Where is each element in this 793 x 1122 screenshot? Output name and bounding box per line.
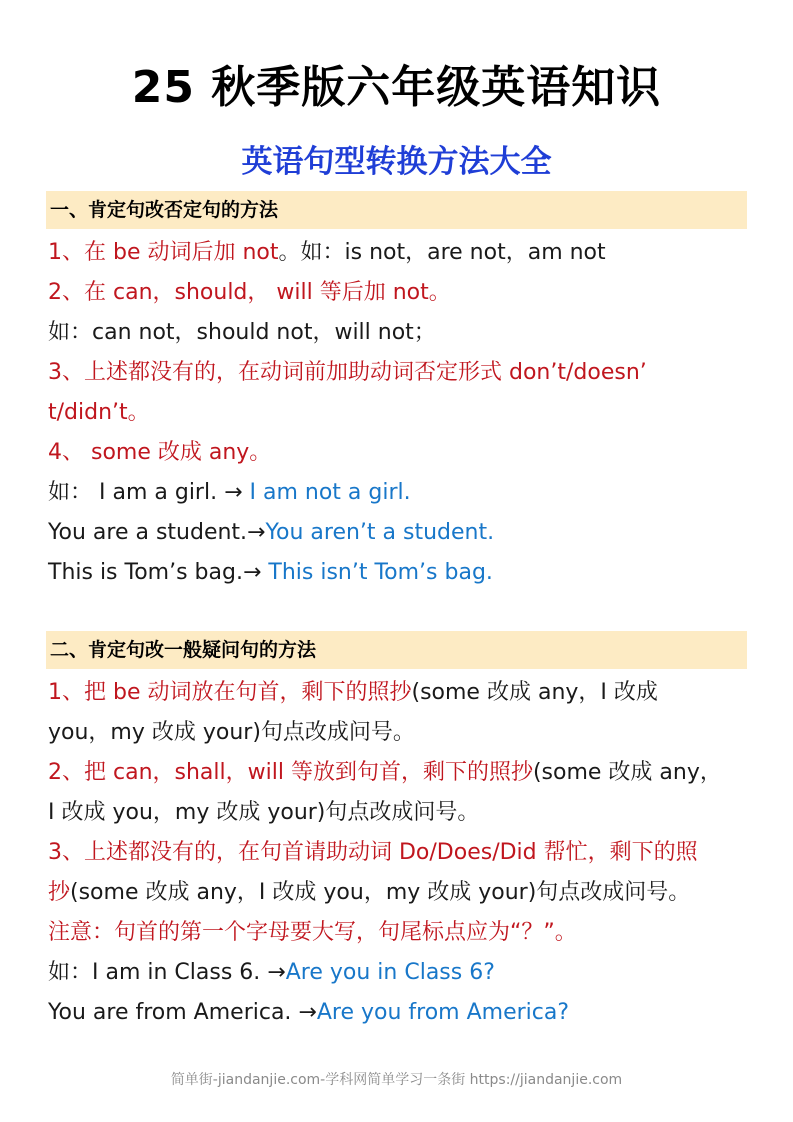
example-answer: Are you from America? <box>316 1000 570 1025</box>
rule-line <box>48 673 748 713</box>
example-source: 如： I am a girl. → <box>48 480 250 505</box>
example-line <box>48 953 748 993</box>
example-source: 如：I am in Class 6. → <box>48 960 286 985</box>
example-line <box>48 553 748 593</box>
example-line: 如：can not，should not，will not； <box>48 320 436 345</box>
rule-line: 3、上述都没有的，在动词前加助动词否定形式 don’t/doesn’ <box>48 360 647 385</box>
example-answer: This isn’t Tom’s bag. <box>268 560 493 585</box>
rule-example: 。如：is not，are not，am not <box>278 240 606 265</box>
rule-line: t/didn’t。 <box>48 400 150 425</box>
example-source: You are a student.→ <box>48 520 266 545</box>
rule-text: 1、把 be 动词放在句首，剩下的照抄 <box>48 680 412 705</box>
rule-line: 2、在 can，should， will 等后加 not。 <box>48 280 451 305</box>
section-heading: 一、肯定句改否定句的方法 <box>46 191 747 229</box>
example-answer: I am not a girl. <box>249 480 411 505</box>
section-heading: 二、肯定句改一般疑问句的方法 <box>46 631 747 669</box>
example-line <box>48 993 748 1033</box>
rule-example: (some 改成 any， <box>532 760 722 785</box>
example-answer: Are you in Class 6? <box>285 960 495 985</box>
rule-example: (some 改成 any，I 改成 <box>411 680 658 705</box>
rule-line: I 改成 you，my 改成 your)句点改成问号。 <box>48 800 480 825</box>
example-source: You are from America. → <box>48 1000 317 1025</box>
rule-text: 2、把 can，shall，will 等放到句首，剩下的照抄 <box>48 760 533 785</box>
page-title: 25 秋季版六年级英语知识 <box>131 62 662 113</box>
example-source: This is Tom’s bag.→ <box>48 560 269 585</box>
rule-text: 抄 <box>48 880 71 905</box>
page-footer: 简单街-jiandanjie.com-学科网简单学习一条街 https://jiandanjie.com <box>170 1072 623 1088</box>
example-line <box>48 473 748 513</box>
note-line: 注意：句首的第一个字母要大写，句尾标点应为“？”。 <box>48 920 577 945</box>
example-line <box>48 513 748 553</box>
page-subtitle: 英语句型转换方法大全 <box>241 144 552 180</box>
rule-example: (some 改成 any，I 改成 you，my 改成 your)句点改成问号。 <box>70 880 691 905</box>
example-answer: You aren’t a student. <box>265 520 495 545</box>
rule-line: 4、 some 改成 any。 <box>48 440 272 465</box>
rule-text: 1、在 be 动词后加 not <box>48 240 279 265</box>
rule-line <box>48 233 748 273</box>
rule-line: you，my 改成 your)句点改成问号。 <box>48 720 415 745</box>
rule-line: 3、上述都没有的，在句首请助动词 Do/Does/Did 帮忙，剩下的照 <box>48 840 698 865</box>
rule-line <box>48 753 748 793</box>
rule-line <box>48 873 748 913</box>
